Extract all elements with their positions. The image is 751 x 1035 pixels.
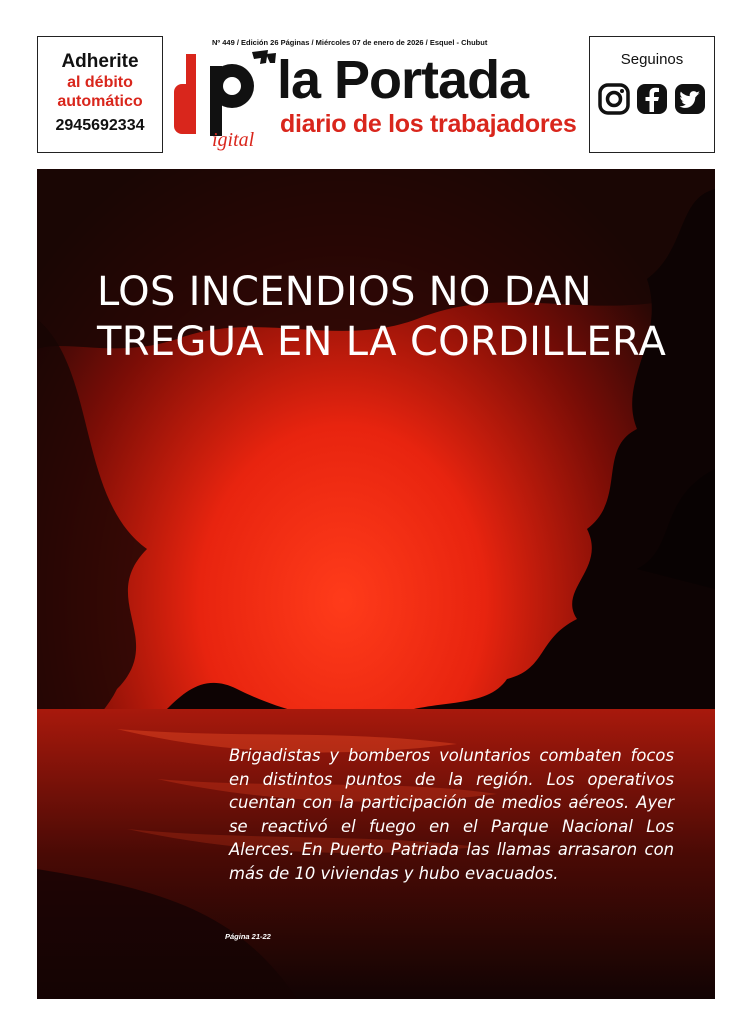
promo-box <box>37 36 163 153</box>
promo-phone: 2945692334 <box>55 117 145 134</box>
edition-line: Nº 449 / Edición 26 Páginas / Miércoles 07 de enero de 2026 / Esquel - Chubut <box>212 38 488 47</box>
dp-logo-mark <box>172 46 277 151</box>
social-box <box>589 36 715 153</box>
promo-line2: al débito <box>67 74 133 91</box>
masthead-logo <box>172 46 582 156</box>
promo-line1: Adherite <box>61 51 139 72</box>
newspaper-tagline: diario de los trabajadores <box>280 110 577 138</box>
facebook-icon[interactable] <box>635 82 669 116</box>
social-title: Seguinos <box>620 51 684 68</box>
promo-line3: automático <box>57 93 143 110</box>
instagram-icon[interactable] <box>597 82 631 116</box>
twitter-icon[interactable] <box>673 82 707 116</box>
page-reference: Página 21-22 <box>225 932 271 941</box>
cover-photo <box>37 169 715 999</box>
newspaper-name: la Portada <box>277 50 529 110</box>
cover-headline: LOS INCENDIOS NO DAN TREGUA EN LA CORDILLERA <box>97 269 667 365</box>
cover-summary: Brigadistas y bomberos voluntarios combaten focos en distintos puntos de la región. Los operativos cuentan con la participación de medios aéreos. Ayer se reactivó el fuego en el Parque Nacional Los Alerces. En Puerto Patriada las llamas arrasaron con más de 10 viviendas y hubo evacuados. <box>229 746 674 883</box>
logo-sub-text: igital <box>212 129 255 151</box>
